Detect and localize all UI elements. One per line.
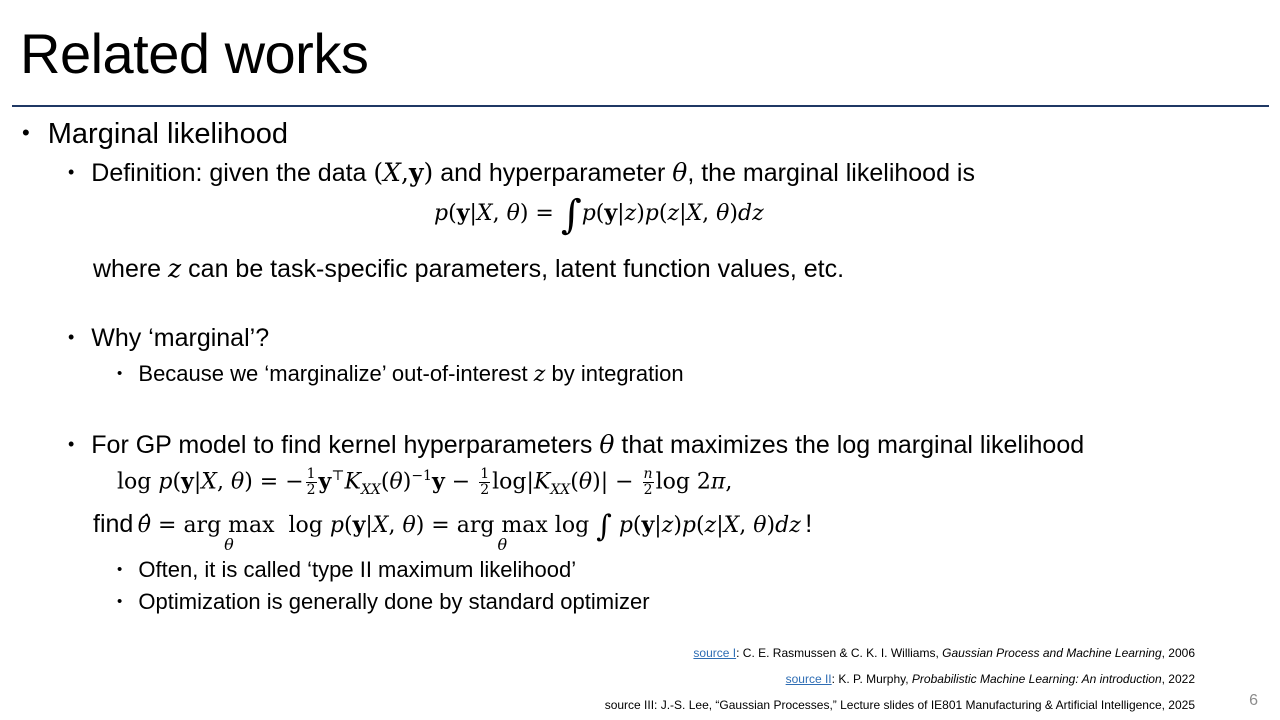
bullet-dot: •: [68, 327, 75, 347]
equation-marginal-likelihood: p(y|X, θ) = ∫p(y|z)p(z|X, θ)dz: [434, 192, 764, 238]
bullet-optimization: • Optimization is generally done by standard optimizer: [117, 589, 650, 614]
bullet-dot: •: [68, 434, 75, 454]
bullet-dot: •: [68, 162, 75, 182]
math-theta: θ: [672, 158, 688, 187]
source-link[interactable]: source II: [785, 672, 832, 686]
math-theta: θ: [599, 430, 615, 459]
source-citation-1: source I: C. E. Rasmussen & C. K. I. Williams, Gaussian Process and Machine Learning, 2006: [693, 646, 1195, 660]
bullet-dot: •: [22, 120, 30, 145]
bullet-dot: •: [117, 365, 123, 382]
title-divider: [12, 105, 1269, 107]
source-link[interactable]: source I: [693, 646, 737, 660]
page-number: 6: [1249, 692, 1258, 709]
source-citation-3: source III: J.-S. Lee, “Gaussian Processes,” Lecture slides of IE801 Manufacturing & Artificial Intelligence, 2025: [604, 698, 1195, 712]
bullet-gp-model: • For GP model to find kernel hyperparameters θ that maximizes the log marginal likelihood: [68, 430, 1085, 459]
source-citation-2: source II: K. P. Murphy, Probabilistic Machine Learning: An introduction, 2022: [785, 672, 1195, 686]
bullet-dot: •: [117, 561, 123, 578]
equation-log-marginal-likelihood: log p(y|X, θ) = − $\frac{1}{2}$ $y^⊤K_{XX}(\theta)^{-1}y$ − $\frac{1}{2}$ $\log|K_{XX}(\theta)|$ − $\frac{n}{2}$ log 2π,: [117, 466, 733, 498]
equation-argmax: θ̂ = arg max θ log p(y|X, θ) = arg max θ log ∫ p(y|z)p(z|X, θ)dz: [137, 509, 801, 554]
bullet-because: • Because we ‘marginalize’ out-of-interest z by integration: [117, 361, 684, 387]
bullet-why-marginal: • Why ‘marginal’?: [68, 324, 270, 352]
math-data: (X,y): [373, 158, 434, 187]
where-text: where z can be task-specific parameters, latent function values, etc.: [93, 254, 845, 283]
math-z: z: [533, 362, 546, 387]
bullet-definition: • Definition: given the data (X,y) and hyperparameter θ, the marginal likelihood is: [68, 158, 975, 187]
slide-title: Related works: [20, 22, 369, 85]
math-z: z: [168, 254, 182, 283]
bullet-type-ii: • Often, it is called ‘type II maximum likelihood’: [117, 557, 577, 582]
find-equation-line: find θ̂ = arg max θ log p(y|X, θ) = arg max θ log ∫ p(y|z)p(z|X, θ)dz !: [93, 509, 813, 554]
bullet-dot: •: [117, 593, 123, 610]
bullet-marginal-likelihood: • Marginal likelihood: [22, 118, 288, 150]
